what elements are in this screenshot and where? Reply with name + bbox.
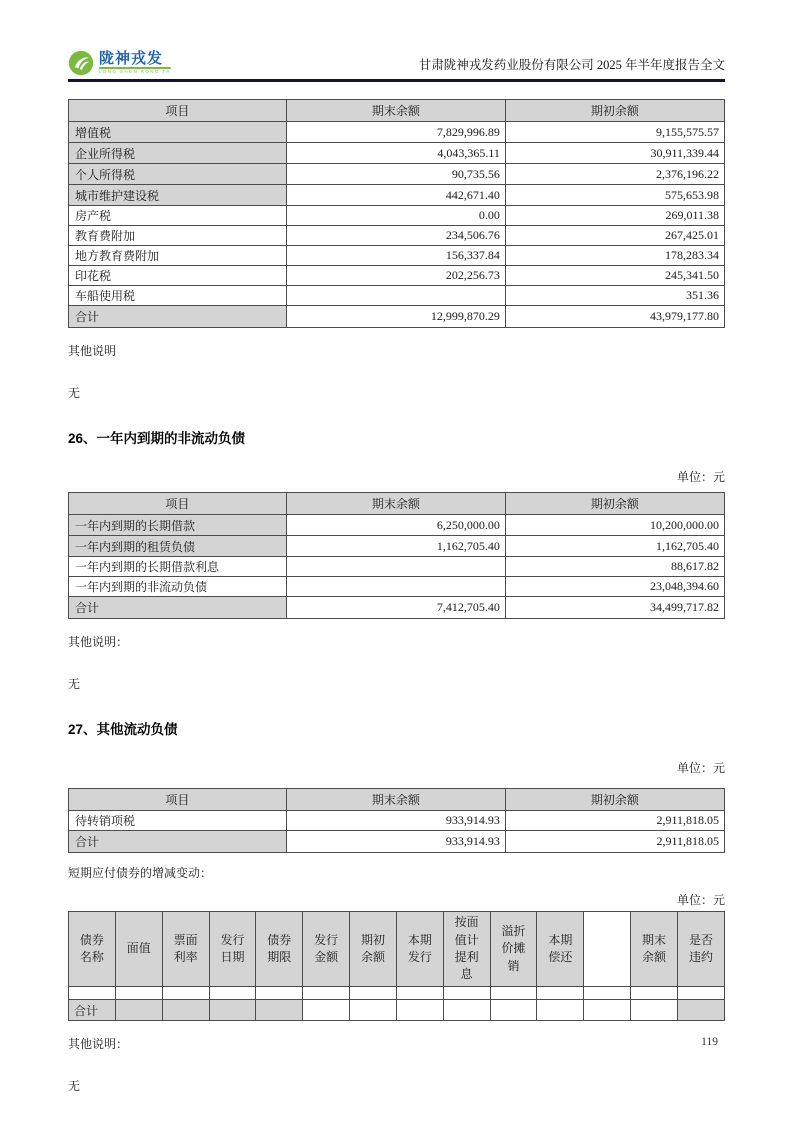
table-row [69,143,725,164]
amount-cell [286,557,505,577]
amount-cell: 0.00 [286,206,505,226]
row-label-cell: 地方教育费附加 [69,246,287,266]
empty-cell [490,987,537,1000]
other-note-value: 无 [68,677,81,691]
header-divider [68,79,725,82]
empty-cell [303,987,350,1000]
row-label-cell: 一年内到期的非流动负债 [69,577,287,597]
row-label-cell: 待转销项税 [69,811,287,831]
amount-cell: 9,155,575.57 [505,122,724,143]
column-header: 期末余额 [286,100,505,122]
column-header: 债券期限 [256,912,303,987]
amount-cell: 267,425.01 [505,226,724,246]
column-header: 本期发行 [396,912,443,987]
table-total-row [69,597,725,619]
table-row [69,286,725,306]
page-header [68,46,725,76]
row-label-cell: 城市维护建设税 [69,185,287,206]
empty-cell [396,1000,443,1021]
row-label-cell: 合计 [69,597,287,619]
table-row [69,246,725,266]
logo-leaf-icon [68,50,94,76]
row-label-cell: 一年内到期的租赁负债 [69,536,287,557]
column-header: 项目 [69,493,287,515]
empty-cell [443,1000,490,1021]
empty-cell [256,987,303,1000]
empty-cell [350,1000,397,1021]
table-header-row [69,493,725,515]
table-header-row [69,912,725,987]
empty-cell [443,987,490,1000]
row-label-cell: 房产税 [69,206,287,226]
column-header: 期末余额 [631,912,678,987]
brand-name-en: LONG SHEN RONG FA [99,69,171,75]
amount-cell: 156,337.84 [286,246,505,266]
amount-cell: 43,979,177.80 [505,306,724,328]
unit-label: 单位：元 [676,470,725,484]
amount-cell: 2,376,196.22 [505,164,724,185]
noncurrent-liabilities-due-table [68,492,725,619]
amount-cell: 1,162,705.40 [505,536,724,557]
section-27-heading: 27、其他流动负债 [68,722,178,737]
empty-cell [115,1000,162,1021]
empty-cell [256,1000,303,1021]
amount-cell: 34,499,717.82 [505,597,724,619]
column-header: 期初余额 [350,912,397,987]
empty-cell [677,1000,724,1021]
empty-cell [490,1000,537,1021]
table-row [69,515,725,536]
table-row [69,811,725,831]
amount-cell: 1,162,705.40 [286,536,505,557]
empty-cell [584,1000,631,1021]
unit-label: 单位：元 [676,761,725,775]
empty-cell [209,1000,256,1021]
amount-cell: 442,671.40 [286,185,505,206]
column-header: 面值 [115,912,162,987]
table-row [69,226,725,246]
column-header: 项目 [69,100,287,122]
table-row [69,557,725,577]
amount-cell: 90,735.56 [286,164,505,185]
short-term-bonds-table [68,911,725,1021]
amount-cell: 178,283.34 [505,246,724,266]
report-title: 甘肃陇神戎发药业股份有限公司 2025 年半年度报告全文 [418,58,725,72]
table-row [69,185,725,206]
row-label-cell: 增值税 [69,122,287,143]
table-header-row [69,100,725,122]
column-header: 期末余额 [286,493,505,515]
column-header: 期初余额 [505,493,724,515]
table-header-row [69,789,725,811]
row-label-cell: 车船使用税 [69,286,287,306]
row-label-cell: 印花税 [69,266,287,286]
empty-cell [162,1000,209,1021]
empty-cell [631,1000,678,1021]
amount-cell: 6,250,000.00 [286,515,505,536]
amount-cell: 351.36 [505,286,724,306]
table-row [69,987,725,1000]
table-row [69,122,725,143]
column-header: 项目 [69,789,287,811]
page-number: 119 [701,1036,718,1048]
empty-cell [162,987,209,1000]
amount-cell: 2,911,818.05 [505,811,724,831]
amount-cell: 269,011.38 [505,206,724,226]
table-row [69,536,725,557]
table-total-row [69,831,725,853]
amount-cell: 2,911,818.05 [505,831,724,853]
amount-cell: 7,412,705.40 [286,597,505,619]
unit-label: 单位：元 [676,893,725,907]
amount-cell: 575,653.98 [505,185,724,206]
column-header: 本期偿还 [537,912,584,987]
amount-cell: 245,341.50 [505,266,724,286]
empty-cell [69,987,116,1000]
column-header: 发行日期 [209,912,256,987]
column-header: 期初余额 [505,789,724,811]
empty-cell [537,1000,584,1021]
column-header: 按面值计提利息 [443,912,490,987]
empty-cell [584,987,631,1000]
row-label-cell: 企业所得税 [69,143,287,164]
row-label-cell: 合计 [69,831,287,853]
column-header: 是否违约 [677,912,724,987]
amount-cell: 202,256.73 [286,266,505,286]
column-header: 债券名称 [69,912,116,987]
amount-cell [286,286,505,306]
amount-cell [286,577,505,597]
empty-cell [677,987,724,1000]
other-current-liabilities-table [68,788,725,853]
amount-cell: 4,043,365.11 [286,143,505,164]
empty-cell [537,987,584,1000]
other-note-value: 无 [68,386,81,400]
company-logo [68,50,171,76]
table-row [69,164,725,185]
column-header: 溢折价摊销 [490,912,537,987]
amount-cell: 933,914.93 [286,811,505,831]
section-26-heading: 26、一年内到期的非流动负债 [68,431,246,446]
other-note-label: 其他说明： [68,1037,129,1051]
amount-cell: 30,911,339.44 [505,143,724,164]
amount-cell: 7,829,996.89 [286,122,505,143]
empty-cell [350,987,397,1000]
column-header: 发行金额 [303,912,350,987]
row-label-cell: 合计 [69,1000,116,1021]
table-row [69,266,725,286]
column-header: 票面利率 [162,912,209,987]
row-label-cell: 一年内到期的长期借款 [69,515,287,536]
amount-cell: 933,914.93 [286,831,505,853]
amount-cell: 23,048,394.60 [505,577,724,597]
empty-cell [396,987,443,1000]
bond-change-caption: 短期应付债券的增减变动： [68,866,213,880]
empty-cell [631,987,678,1000]
brand-name-cn: 陇神戎发 [99,50,164,68]
row-label-cell: 合计 [69,306,287,328]
empty-cell [303,1000,350,1021]
column-header [584,912,631,987]
amount-cell: 88,617.82 [505,557,724,577]
other-note-value: 无 [68,1079,81,1093]
amount-cell: 10,200,000.00 [505,515,724,536]
empty-cell [209,987,256,1000]
column-header: 期末余额 [286,789,505,811]
row-label-cell: 一年内到期的长期借款利息 [69,557,287,577]
row-label-cell: 教育费附加 [69,226,287,246]
row-label-cell: 个人所得税 [69,164,287,185]
table-row [69,206,725,226]
table-total-row [69,306,725,328]
column-header: 期初余额 [505,100,724,122]
table-row [69,577,725,597]
other-note-label: 其他说明 [68,344,117,358]
tax-payable-table [68,99,725,328]
other-note-label: 其他说明： [68,635,129,649]
empty-cell [115,987,162,1000]
table-total-row [69,1000,725,1021]
amount-cell: 234,506.76 [286,226,505,246]
amount-cell: 12,999,870.29 [286,306,505,328]
